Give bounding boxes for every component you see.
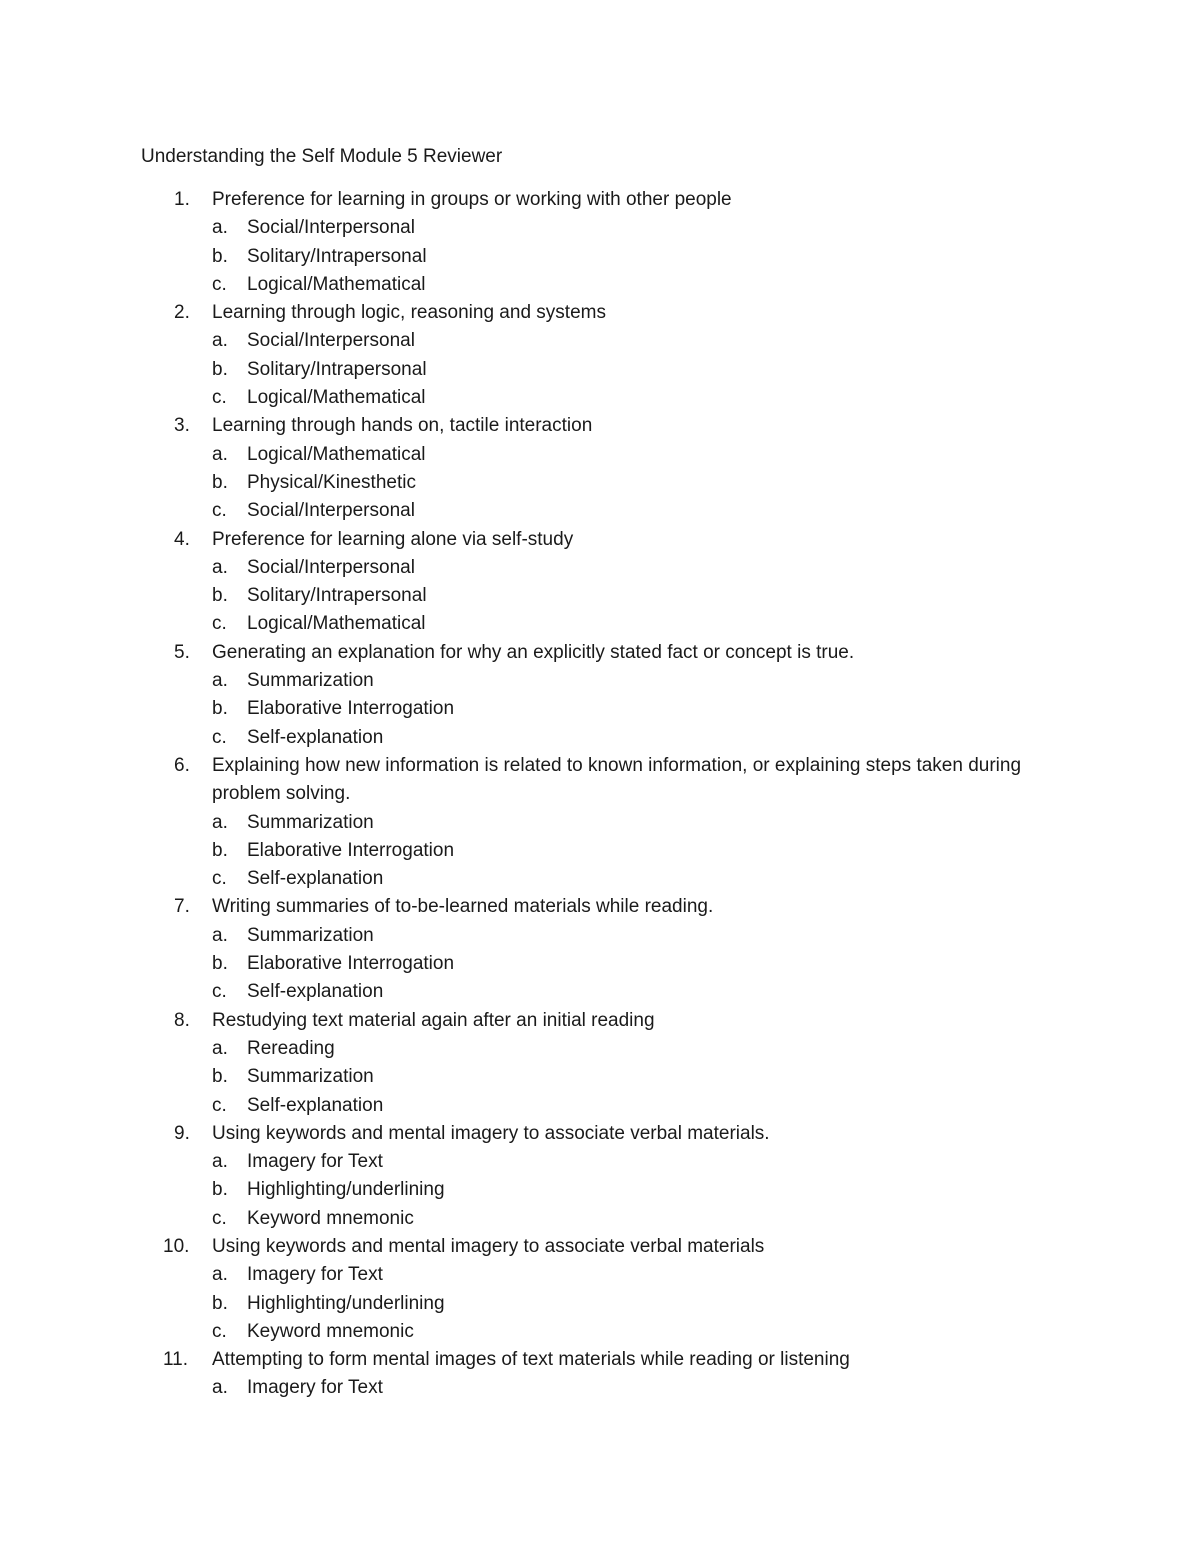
option-letter: a. (212, 1151, 228, 1173)
question-text: Generating an explanation for why an explicitly stated fact or concept is true. (212, 641, 855, 663)
answer-option (0, 1063, 1200, 1091)
question-number: 5. (174, 641, 190, 663)
answer-option (0, 978, 1200, 1006)
question-text: Explaining how new information is related to known information, or explaining steps taken during problem solving. (212, 754, 1022, 805)
question-item (0, 893, 1200, 1006)
option-letter: b. (212, 1292, 228, 1314)
answer-options (0, 922, 1200, 1007)
option-letter: c. (212, 981, 227, 1003)
option-letter: c. (212, 1094, 227, 1116)
question-item (0, 1120, 1200, 1233)
answer-option (0, 1092, 1200, 1120)
option-letter: a. (212, 670, 228, 692)
answer-options (0, 327, 1200, 412)
answer-option (0, 667, 1200, 695)
question-list (0, 186, 1200, 1403)
answer-options (0, 809, 1200, 894)
option-letter: b. (212, 358, 228, 380)
question-item (0, 526, 1200, 639)
question-number: 11. (163, 1349, 189, 1371)
option-letter: a. (212, 443, 228, 465)
option-letter: a. (212, 556, 228, 578)
option-letter: b. (212, 1179, 228, 1201)
option-text: Summarization (247, 1066, 374, 1088)
answer-option (0, 271, 1200, 299)
option-text: Keyword mnemonic (247, 1320, 414, 1342)
answer-option (0, 1148, 1200, 1176)
option-text: Logical/Mathematical (247, 443, 426, 465)
answer-option (0, 384, 1200, 412)
answer-option (0, 1261, 1200, 1289)
answer-option (0, 865, 1200, 893)
answer-option (0, 1374, 1200, 1402)
answer-option (0, 837, 1200, 865)
option-letter: b. (212, 245, 228, 267)
question-text: Attempting to form mental images of text materials while reading or listening (212, 1349, 850, 1371)
question-item (0, 1233, 1200, 1346)
question-item (0, 299, 1200, 412)
option-text: Imagery for Text (247, 1151, 383, 1173)
answer-option (0, 469, 1200, 497)
answer-option (0, 1318, 1200, 1346)
option-letter: c. (212, 1207, 227, 1229)
option-letter: a. (212, 1264, 228, 1286)
question-text: Using keywords and mental imagery to associate verbal materials (212, 1235, 765, 1257)
option-text: Elaborative Interrogation (247, 839, 455, 861)
answer-options (0, 1035, 1200, 1120)
answer-options (0, 441, 1200, 526)
answer-option (0, 950, 1200, 978)
answer-options (0, 1374, 1200, 1402)
option-letter: a. (212, 924, 228, 946)
option-letter: c. (212, 868, 227, 890)
option-text: Self-explanation (247, 981, 384, 1003)
answer-option (0, 356, 1200, 384)
question-number: 4. (174, 528, 190, 550)
option-text: Self-explanation (247, 868, 384, 890)
answer-option (0, 1205, 1200, 1233)
question-number: 10. (163, 1235, 190, 1257)
question-number: 3. (174, 415, 190, 437)
option-text: Rereading (247, 1037, 335, 1059)
question-text: Preference for learning in groups or working with other people (212, 189, 732, 210)
option-text: Summarization (247, 811, 374, 833)
page-title: Understanding the Self Module 5 Reviewer (141, 146, 503, 167)
question-number: 9. (174, 1122, 190, 1144)
option-text: Keyword mnemonic (247, 1207, 414, 1229)
answer-options (0, 1261, 1200, 1346)
question-item (0, 412, 1200, 525)
question-item (0, 639, 1200, 752)
question-item (0, 752, 1200, 893)
answer-option (0, 724, 1200, 752)
answer-option (0, 922, 1200, 950)
option-letter: c. (212, 387, 227, 409)
option-text: Summarization (247, 924, 374, 946)
question-number: 7. (174, 896, 190, 918)
answer-options (0, 214, 1200, 299)
option-text: Logical/Mathematical (247, 613, 426, 635)
answer-option (0, 809, 1200, 837)
option-text: Social/Interpersonal (247, 556, 415, 578)
option-text: Physical/Kinesthetic (247, 471, 416, 493)
question-number: 6. (174, 754, 190, 776)
option-letter: c. (212, 500, 227, 522)
option-text: Logical/Mathematical (247, 273, 426, 295)
answer-option (0, 1176, 1200, 1204)
answer-option (0, 327, 1200, 355)
option-letter: c. (212, 726, 227, 748)
answer-option (0, 243, 1200, 271)
question-text: Restudying text material again after an initial reading (212, 1009, 655, 1031)
answer-option (0, 1035, 1200, 1063)
answer-option (0, 582, 1200, 610)
option-letter: b. (212, 471, 228, 493)
question-number: 1. (174, 189, 190, 210)
answer-option (0, 497, 1200, 525)
option-text: Self-explanation (247, 1094, 384, 1116)
option-text: Solitary/Intrapersonal (247, 585, 427, 607)
option-letter: b. (212, 839, 228, 861)
option-text: Imagery for Text (247, 1377, 383, 1399)
question-number: 2. (174, 302, 190, 324)
option-text: Elaborative Interrogation (247, 698, 455, 720)
option-text: Imagery for Text (247, 1264, 383, 1286)
answer-option (0, 695, 1200, 723)
option-letter: c. (212, 1320, 227, 1342)
option-letter: a. (212, 330, 228, 352)
answer-options (0, 1148, 1200, 1233)
option-text: Highlighting/underlining (247, 1292, 445, 1314)
option-letter: c. (212, 613, 227, 635)
question-text: Preference for learning alone via self-study (212, 528, 574, 550)
question-text: Learning through logic, reasoning and systems (212, 302, 606, 324)
option-letter: b. (212, 953, 228, 975)
option-text: Social/Interpersonal (247, 217, 415, 239)
answer-options (0, 667, 1200, 752)
question-item (0, 1346, 1200, 1403)
answer-option (0, 610, 1200, 638)
answer-option (0, 554, 1200, 582)
answer-option (0, 441, 1200, 469)
option-text: Highlighting/underlining (247, 1179, 445, 1201)
question-text: Writing summaries of to-be-learned materials while reading. (212, 896, 714, 918)
option-letter: a. (212, 1377, 228, 1399)
option-text: Social/Interpersonal (247, 330, 415, 352)
question-text: Using keywords and mental imagery to associate verbal materials. (212, 1122, 770, 1144)
option-text: Solitary/Intrapersonal (247, 245, 427, 267)
option-letter: b. (212, 698, 228, 720)
option-text: Self-explanation (247, 726, 384, 748)
option-text: Summarization (247, 670, 374, 692)
question-item (0, 186, 1200, 299)
answer-options (0, 554, 1200, 639)
question-text: Learning through hands on, tactile interaction (212, 415, 593, 437)
option-text: Solitary/Intrapersonal (247, 358, 427, 380)
answer-option (0, 214, 1200, 242)
option-text: Social/Interpersonal (247, 500, 415, 522)
question-number: 8. (174, 1009, 190, 1031)
option-text: Elaborative Interrogation (247, 953, 455, 975)
question-item (0, 1007, 1200, 1120)
option-letter: a. (212, 811, 228, 833)
option-letter: a. (212, 217, 228, 239)
option-letter: c. (212, 273, 227, 295)
answer-option (0, 1290, 1200, 1318)
option-letter: b. (212, 585, 228, 607)
option-text: Logical/Mathematical (247, 387, 426, 409)
option-letter: a. (212, 1037, 228, 1059)
option-letter: b. (212, 1066, 228, 1088)
